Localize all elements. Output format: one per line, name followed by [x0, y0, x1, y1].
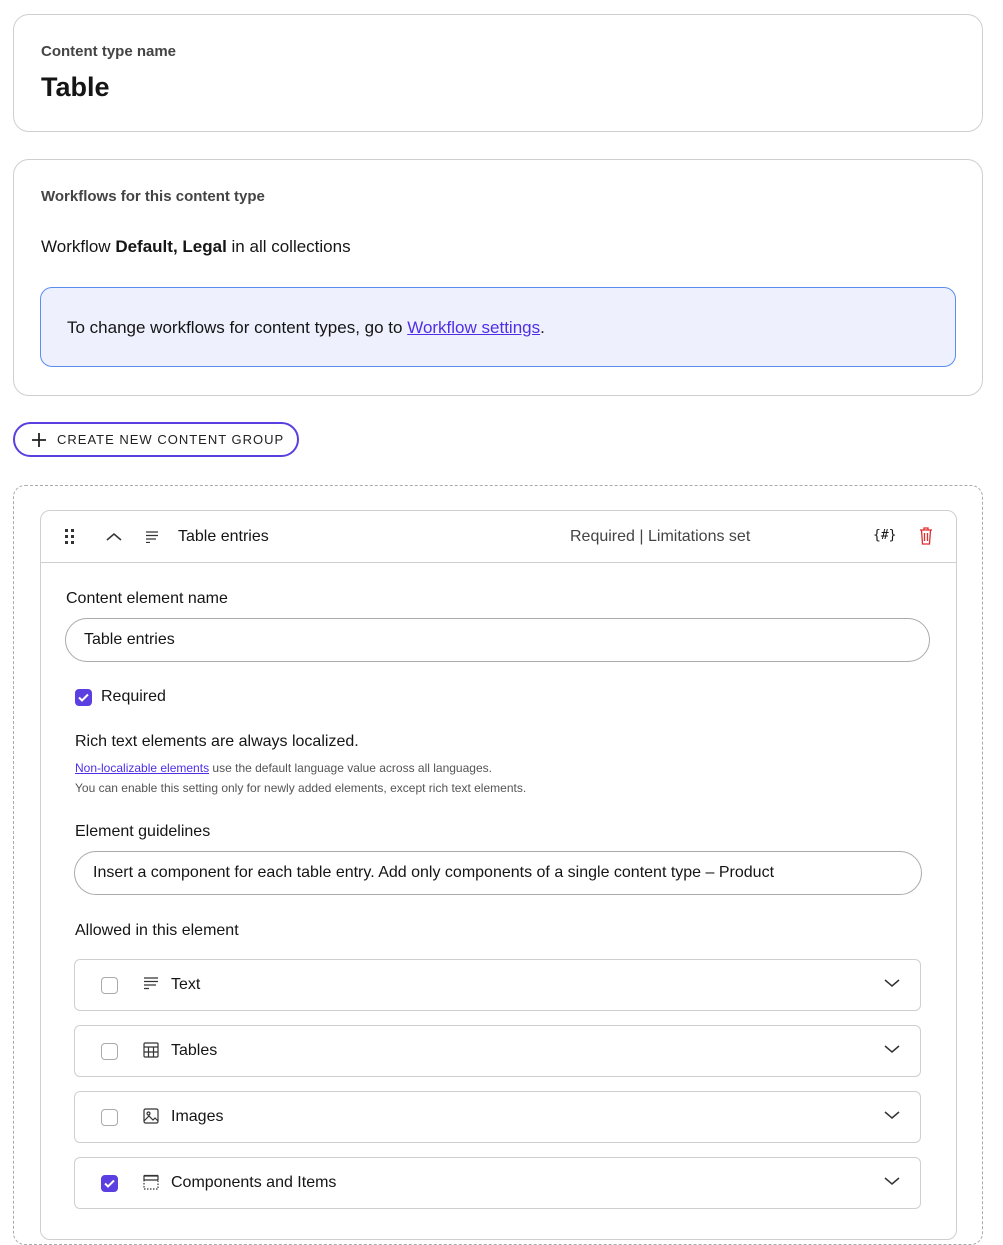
codename-icon[interactable]: {#}	[873, 528, 897, 543]
allowed-label-tables: Tables	[171, 1042, 218, 1059]
text-icon	[143, 976, 159, 990]
element-header	[41, 511, 956, 563]
plus-icon	[31, 432, 47, 448]
guidelines-input[interactable]: Insert a component for each table entry. Add only components of a single content type – Product	[74, 851, 922, 895]
content-type-name: Table	[41, 72, 110, 102]
required-checkbox[interactable]	[75, 689, 92, 706]
nonlocalizable-link[interactable]: Non-localizable elements	[75, 761, 210, 775]
nonlocalizable-note	[75, 761, 492, 775]
chevron-down-icon[interactable]	[884, 1044, 900, 1054]
check-icon	[104, 1179, 115, 1188]
workflow-summary	[41, 237, 351, 257]
component-icon	[143, 1174, 159, 1190]
info-text: To change workflows for content types, go to	[67, 318, 403, 337]
nonlocalizable-text: use the default language value across all languages.	[212, 761, 492, 775]
localized-note: Rich text elements are always localized.	[75, 733, 359, 750]
allowed-checkbox-images[interactable]	[101, 1109, 118, 1126]
enable-note: You can enable this setting only for newly added elements, except rich text elements.	[75, 781, 527, 795]
drag-handle-icon[interactable]	[65, 529, 75, 545]
image-icon	[143, 1108, 159, 1124]
chevron-down-icon[interactable]	[884, 978, 900, 988]
required-checkbox-row[interactable]	[75, 688, 166, 706]
allowed-label-text: Text	[171, 976, 201, 993]
workflow-prefix: Workflow	[41, 237, 111, 256]
check-icon	[78, 693, 89, 702]
status-limitations: Limitations set	[648, 528, 751, 545]
guidelines-label: Element guidelines	[75, 823, 211, 840]
workflows-label: Workflows for this content type	[41, 188, 265, 205]
content-type-name-card	[13, 14, 983, 132]
trash-icon[interactable]	[919, 527, 933, 545]
allowed-label-components: Components and Items	[171, 1174, 337, 1191]
allowed-row-text[interactable]	[74, 959, 921, 1011]
info-end: .	[540, 318, 545, 337]
text-icon	[145, 531, 159, 543]
allowed-row-tables[interactable]	[74, 1025, 921, 1077]
allowed-checkbox-components[interactable]	[101, 1175, 118, 1192]
element-name-input[interactable]: Table entries	[65, 618, 930, 662]
workflow-settings-link[interactable]: Workflow settings	[407, 318, 541, 337]
allowed-checkbox-text[interactable]	[101, 977, 118, 994]
allowed-label: Allowed in this element	[75, 922, 239, 939]
content-type-name-label: Content type name	[41, 43, 177, 60]
workflow-names: Default, Legal	[115, 237, 227, 256]
element-name-label: Content element name	[66, 590, 228, 607]
required-label: Required	[101, 688, 166, 705]
status-required: Required	[570, 528, 635, 545]
chevron-up-icon[interactable]	[106, 531, 122, 543]
allowed-row-components[interactable]	[74, 1157, 921, 1209]
create-content-group-button[interactable]	[13, 422, 299, 457]
table-icon	[143, 1042, 159, 1058]
create-content-group-label: CREATE NEW CONTENT GROUP	[57, 432, 285, 447]
status-separator: |	[639, 528, 644, 545]
allowed-checkbox-tables[interactable]	[101, 1043, 118, 1060]
chevron-down-icon[interactable]	[884, 1176, 900, 1186]
element-status	[570, 528, 750, 546]
workflow-suffix: in all collections	[231, 237, 351, 256]
chevron-down-icon[interactable]	[884, 1110, 900, 1120]
workflow-info-box	[40, 287, 956, 367]
allowed-label-images: Images	[171, 1108, 224, 1125]
element-title: Table entries	[178, 528, 269, 545]
allowed-row-images[interactable]	[74, 1091, 921, 1143]
